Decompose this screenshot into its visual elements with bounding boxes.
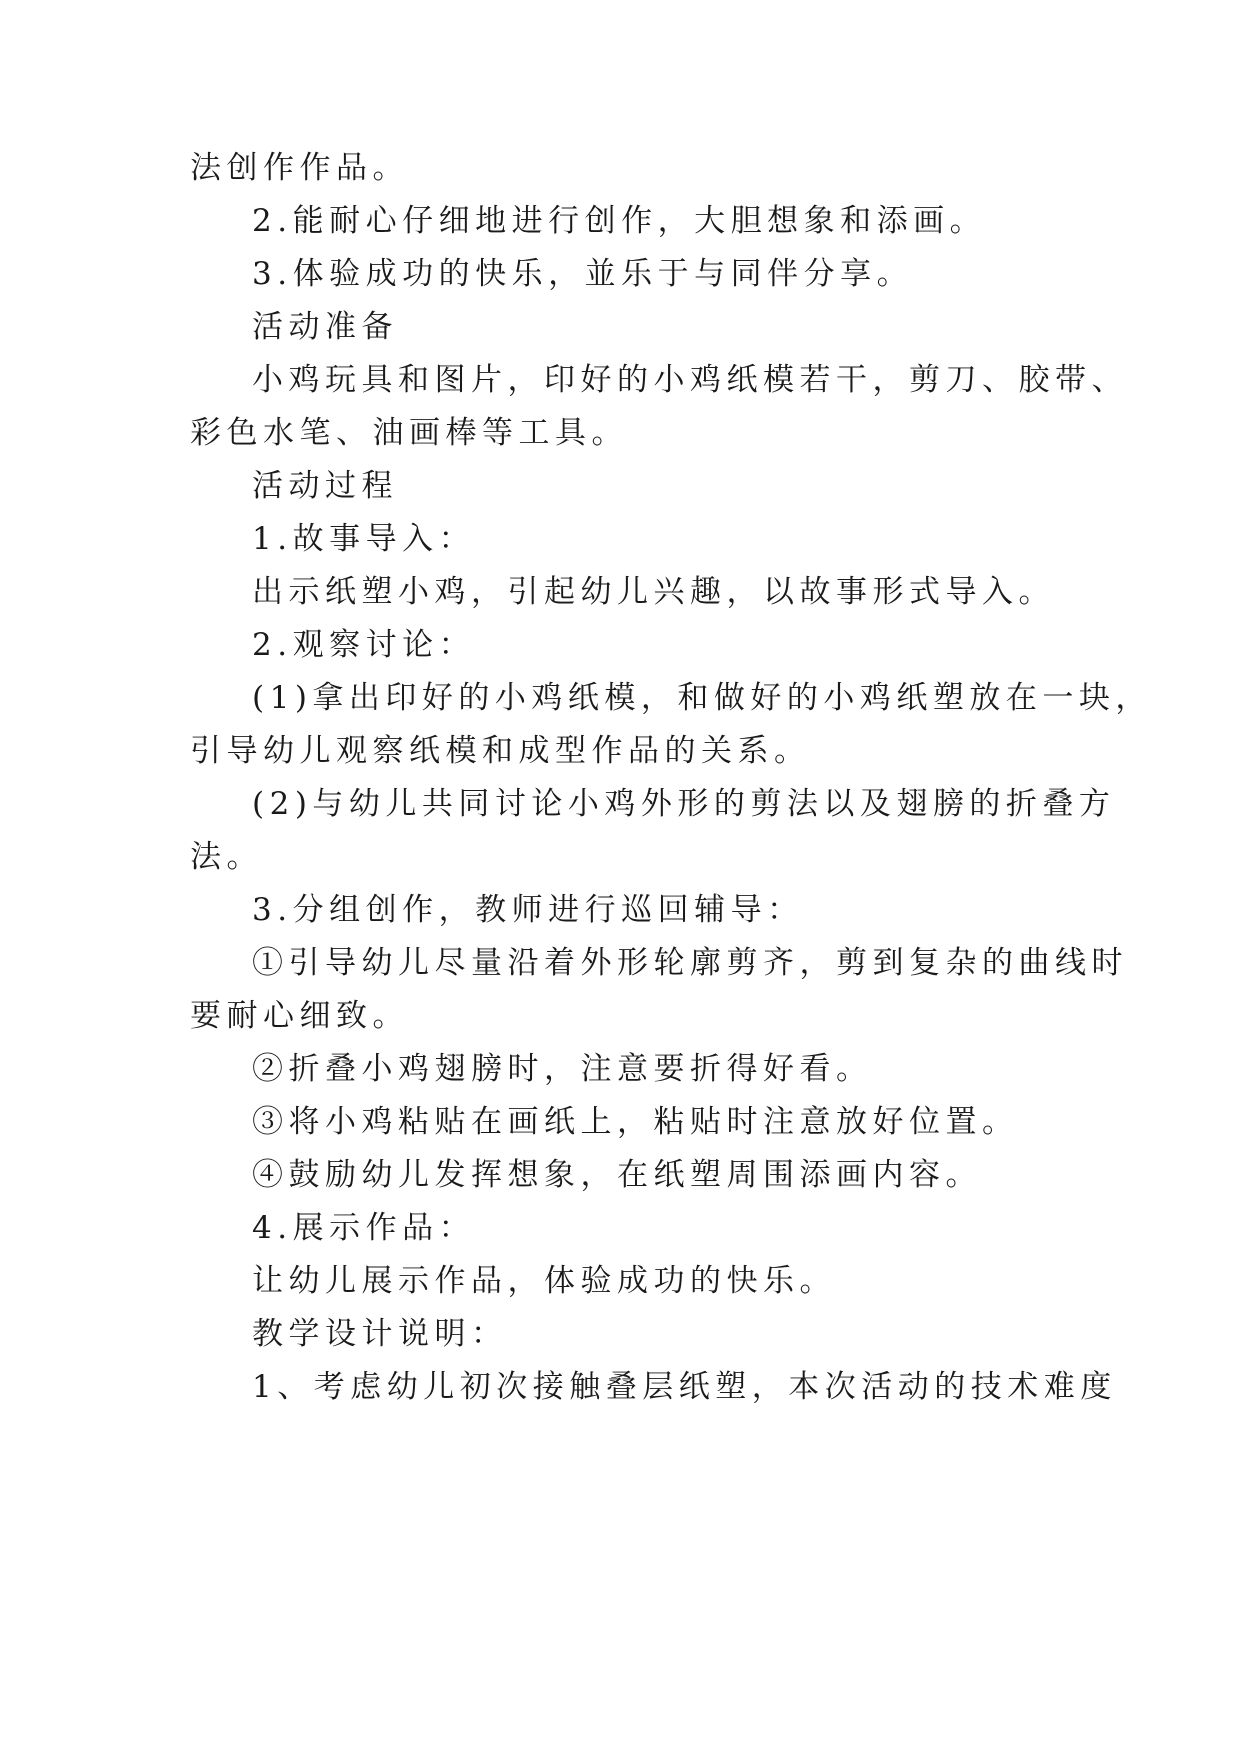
text-line: 要耐心细致。: [190, 998, 409, 1034]
text-line: 彩色水笔、油画棒等工具。: [190, 415, 628, 451]
text-line: 1.故事导入：: [252, 521, 476, 557]
text-line: 2.能耐心仔细地进行创作，大胆想象和添画。: [252, 203, 987, 239]
text-line: 3.体验成功的快乐，並乐于与同伴分享。: [252, 256, 914, 292]
text-line: 法。: [190, 839, 263, 875]
section-heading: 活动准备: [252, 309, 398, 345]
text-line: 引导幼儿观察纸模和成型作品的关系。: [190, 733, 811, 769]
text-line: ③将小鸡粘贴在画纸上，粘贴时注意放好位置。: [252, 1104, 1019, 1140]
text-line: 出示纸塑小鸡，引起幼儿兴趣，以故事形式导入。: [252, 574, 1055, 610]
text-line: 2.观察讨论：: [252, 627, 476, 663]
text-line: 3.分组创作，教师进行巡回辅导：: [252, 892, 804, 928]
text-line: ②折叠小鸡翅膀时，注意要折得好看。: [252, 1051, 873, 1087]
text-line: 1、考虑幼儿初次接触叠层纸塑，本次活动的技术难度: [252, 1369, 1117, 1405]
text-line: 4.展示作品：: [252, 1210, 476, 1246]
text-line: 小鸡玩具和图片，印好的小鸡纸模若干，剪刀、胶带、: [252, 362, 1128, 398]
text-line: ④鼓励幼儿发挥想象，在纸塑周围添画内容。: [252, 1157, 982, 1193]
text-line: 让幼儿展示作品，体验成功的快乐。: [252, 1263, 836, 1299]
text-line: 法创作作品。: [190, 150, 409, 186]
section-heading: 教学设计说明：: [252, 1316, 508, 1352]
text-line: ①引导幼儿尽量沿着外形轮廓剪齐，剪到复杂的曲线时: [252, 945, 1128, 981]
text-line: (2)与幼儿共同讨论小鸡外形的剪法以及翅膀的折叠方: [252, 786, 1116, 822]
text-line: (1)拿出印好的小鸡纸模，和做好的小鸡纸塑放在一块，: [252, 680, 1152, 716]
section-heading: 活动过程: [252, 468, 398, 504]
